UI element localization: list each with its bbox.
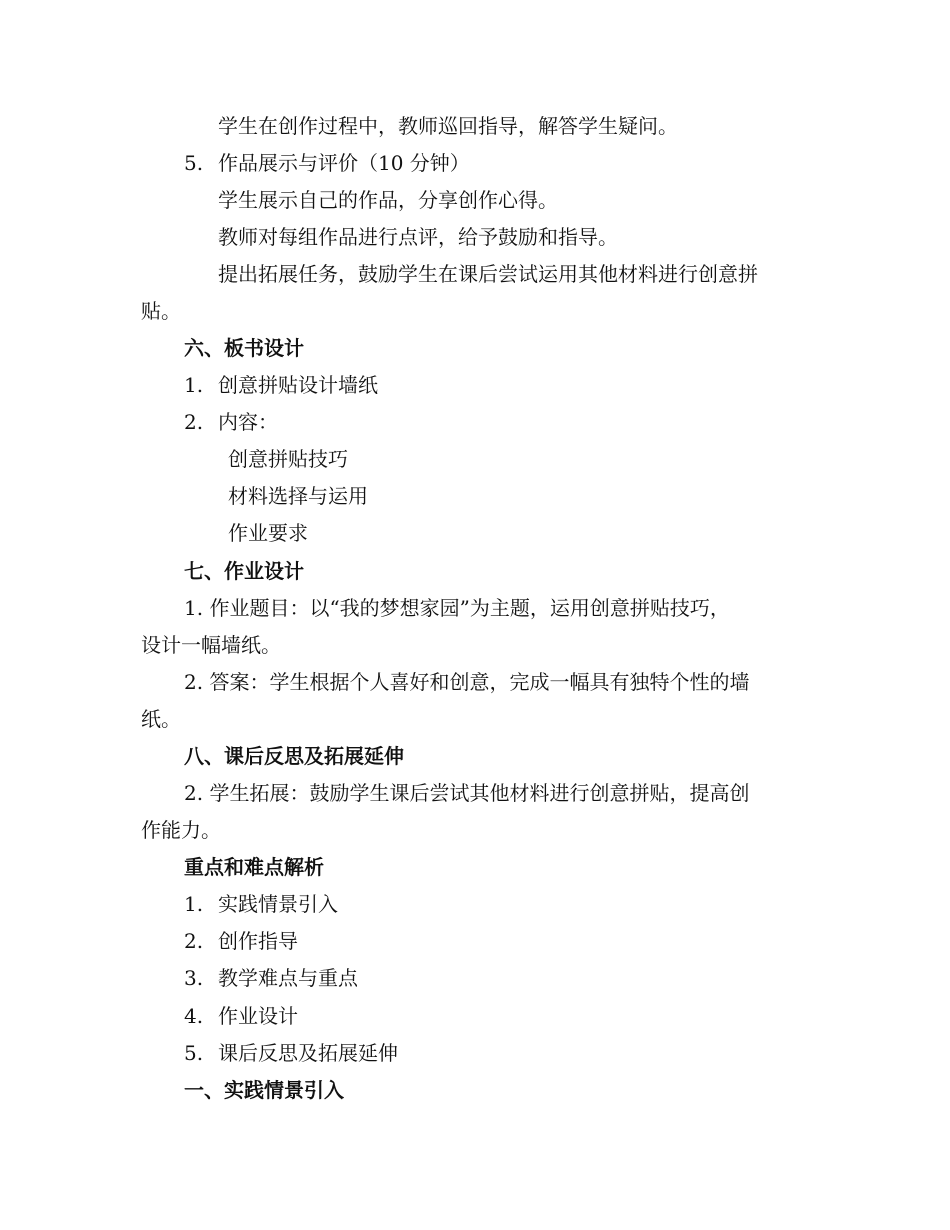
paragraph-continuation: 作能力。 — [141, 818, 221, 842]
list-text: 实践情景引入 — [218, 892, 338, 916]
sub-item: 材料选择与运用 — [228, 484, 368, 508]
paragraph: 2. 答案：学生根据个人喜好和创意，完成一幅具有独特个性的墙 — [184, 670, 750, 694]
list-item — [184, 151, 470, 175]
sub-item: 作业要求 — [228, 521, 308, 545]
section-heading: 一、实践情景引入 — [184, 1078, 344, 1102]
list-number: 5. — [184, 1041, 204, 1065]
paragraph-continuation: 贴。 — [141, 299, 181, 323]
section-heading: 八、课后反思及拓展延伸 — [184, 744, 404, 768]
list-number: 1. — [184, 892, 204, 916]
paragraph: 1. 作业题目：以“我的梦想家园”为主题，运用创意拼贴技巧， — [184, 596, 730, 620]
list-text: 课后反思及拓展延伸 — [218, 1041, 398, 1065]
paragraph: 2. 学生拓展：鼓励学生课后尝试其他材料进行创意拼贴，提高创 — [184, 781, 750, 805]
list-text: 作业设计 — [218, 1004, 298, 1028]
section-heading: 六、板书设计 — [184, 336, 304, 360]
list-item — [184, 929, 298, 953]
list-number: 4. — [184, 1004, 204, 1028]
paragraph-continuation: 纸。 — [141, 707, 181, 731]
list-text: 创意拼贴设计墙纸 — [218, 373, 378, 397]
paragraph: 学生展示自己的作品，分享创作心得。 — [218, 188, 558, 212]
list-number: 5. — [184, 151, 204, 175]
list-item — [184, 373, 378, 397]
paragraph-continuation: 设计一幅墙纸。 — [141, 633, 281, 657]
list-text: 内容： — [218, 410, 278, 434]
list-text: 教学难点与重点 — [218, 966, 358, 990]
paragraph: 学生在创作过程中，教师巡回指导，解答学生疑问。 — [218, 114, 678, 138]
list-number: 2. — [184, 410, 204, 434]
paragraph: 提出拓展任务，鼓励学生在课后尝试运用其他材料进行创意拼 — [218, 262, 758, 286]
list-number: 1. — [184, 373, 204, 397]
list-number: 2. — [184, 929, 204, 953]
list-text: 作品展示与评价（10 分钟） — [218, 151, 470, 175]
list-item — [184, 1041, 398, 1065]
sub-item: 创意拼贴技巧 — [228, 447, 348, 471]
section-heading: 七、作业设计 — [184, 559, 304, 583]
list-item — [184, 892, 338, 916]
list-item — [184, 410, 278, 434]
paragraph: 教师对每组作品进行点评，给予鼓励和指导。 — [218, 225, 618, 249]
list-text: 创作指导 — [218, 929, 298, 953]
list-number: 3. — [184, 966, 204, 990]
list-item — [184, 966, 358, 990]
list-item — [184, 1004, 298, 1028]
section-heading: 重点和难点解析 — [184, 855, 324, 879]
